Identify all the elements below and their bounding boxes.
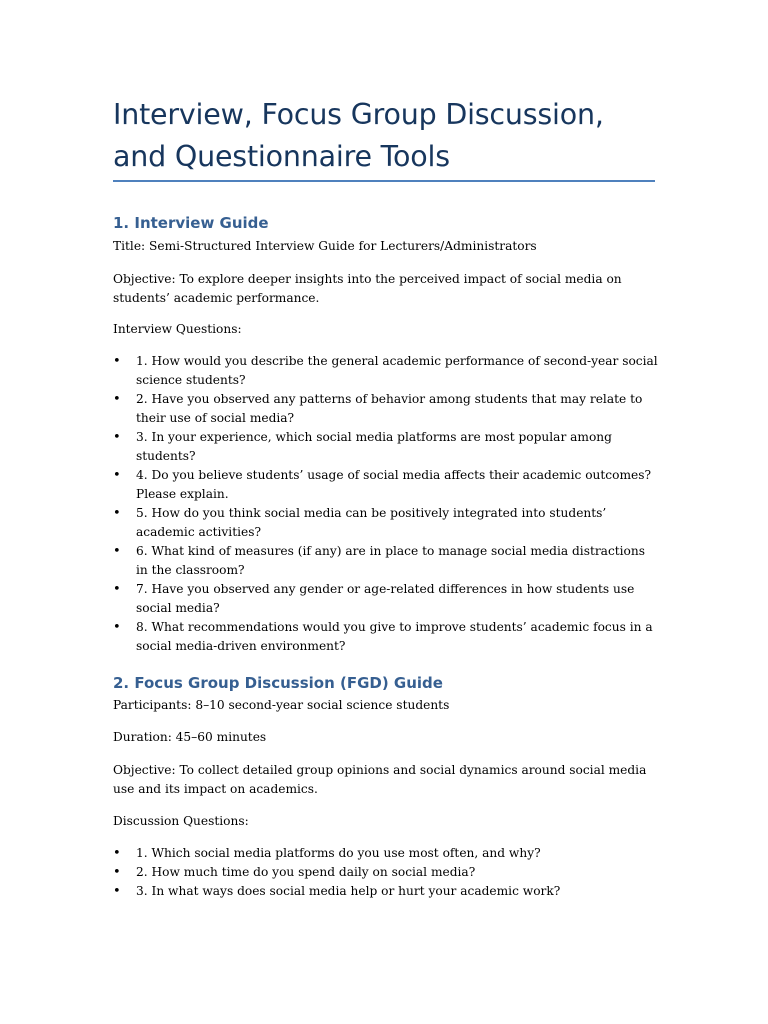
interview-question-text: 8. What recommendations would you give to improve students’ academic focus in a social media-driven environment? bbox=[136, 620, 653, 653]
interview-question-item bbox=[113, 428, 658, 466]
fgd-question-text: 3. In what ways does social media help or hurt your academic work? bbox=[136, 884, 561, 898]
fgd-guide-heading: 2. Focus Group Discussion (FGD) Guide bbox=[113, 674, 443, 692]
interview-guide-heading: 1. Interview Guide bbox=[113, 214, 269, 232]
fgd-question-list bbox=[113, 844, 658, 901]
interview-question-text: 5. How do you think social media can be positively integrated into students’ academic activities? bbox=[136, 506, 607, 539]
interview-question-item bbox=[113, 580, 658, 618]
fgd-questions-label: Discussion Questions: bbox=[113, 814, 249, 828]
interview-question-item bbox=[113, 466, 658, 504]
interview-question-text: 2. Have you observed any patterns of behavior among students that may relate to their use of social media? bbox=[136, 392, 643, 425]
interview-question-item bbox=[113, 542, 658, 580]
interview-question-text: 4. Do you believe students’ usage of social media affects their academic outcomes? Please explain. bbox=[136, 468, 652, 501]
bullet-icon: • bbox=[113, 392, 121, 407]
fgd-duration: Duration: 45–60 minutes bbox=[113, 730, 267, 744]
bullet-icon: • bbox=[113, 620, 121, 635]
fgd-question-item bbox=[113, 863, 658, 882]
interview-question-text: 7. Have you observed any gender or age-related differences in how students use social media? bbox=[136, 582, 635, 615]
bullet-icon: • bbox=[113, 884, 121, 899]
interview-question-text: 1. How would you describe the general academic performance of second-year social science students? bbox=[136, 354, 658, 387]
interview-question-item bbox=[113, 618, 658, 656]
fgd-objective: Objective: To collect detailed group opinions and social dynamics around social media use and its impact on academics. bbox=[113, 763, 647, 796]
interview-objective: Objective: To explore deeper insights into the perceived impact of social media on students’ academic performance. bbox=[113, 272, 622, 305]
interview-question-item bbox=[113, 504, 658, 542]
fgd-question-text: 2. How much time do you spend daily on social media? bbox=[136, 865, 476, 879]
bullet-icon: • bbox=[113, 506, 121, 521]
fgd-question-item bbox=[113, 844, 658, 863]
bullet-icon: • bbox=[113, 468, 121, 483]
document-title: Interview, Focus Group Discussion, and Questionnaire Tools bbox=[113, 98, 604, 173]
interview-question-item bbox=[113, 352, 658, 390]
title-divider bbox=[113, 180, 655, 182]
bullet-icon: • bbox=[113, 354, 121, 369]
fgd-question-item bbox=[113, 882, 658, 901]
bullet-icon: • bbox=[113, 544, 121, 559]
interview-questions-label: Interview Questions: bbox=[113, 322, 242, 336]
bullet-icon: • bbox=[113, 846, 121, 861]
bullet-icon: • bbox=[113, 865, 121, 880]
fgd-participants: Participants: 8–10 second-year social science students bbox=[113, 698, 450, 712]
fgd-question-text: 1. Which social media platforms do you use most often, and why? bbox=[136, 846, 541, 860]
bullet-icon: • bbox=[113, 582, 121, 597]
interview-title-line: Title: Semi-Structured Interview Guide for Lecturers/Administrators bbox=[113, 239, 537, 253]
interview-question-item bbox=[113, 390, 658, 428]
interview-question-list bbox=[113, 352, 658, 656]
interview-question-text: 3. In your experience, which social media platforms are most popular among students? bbox=[136, 430, 612, 463]
interview-question-text: 6. What kind of measures (if any) are in place to manage social media distractions in the classroom? bbox=[136, 544, 646, 577]
bullet-icon: • bbox=[113, 430, 121, 445]
